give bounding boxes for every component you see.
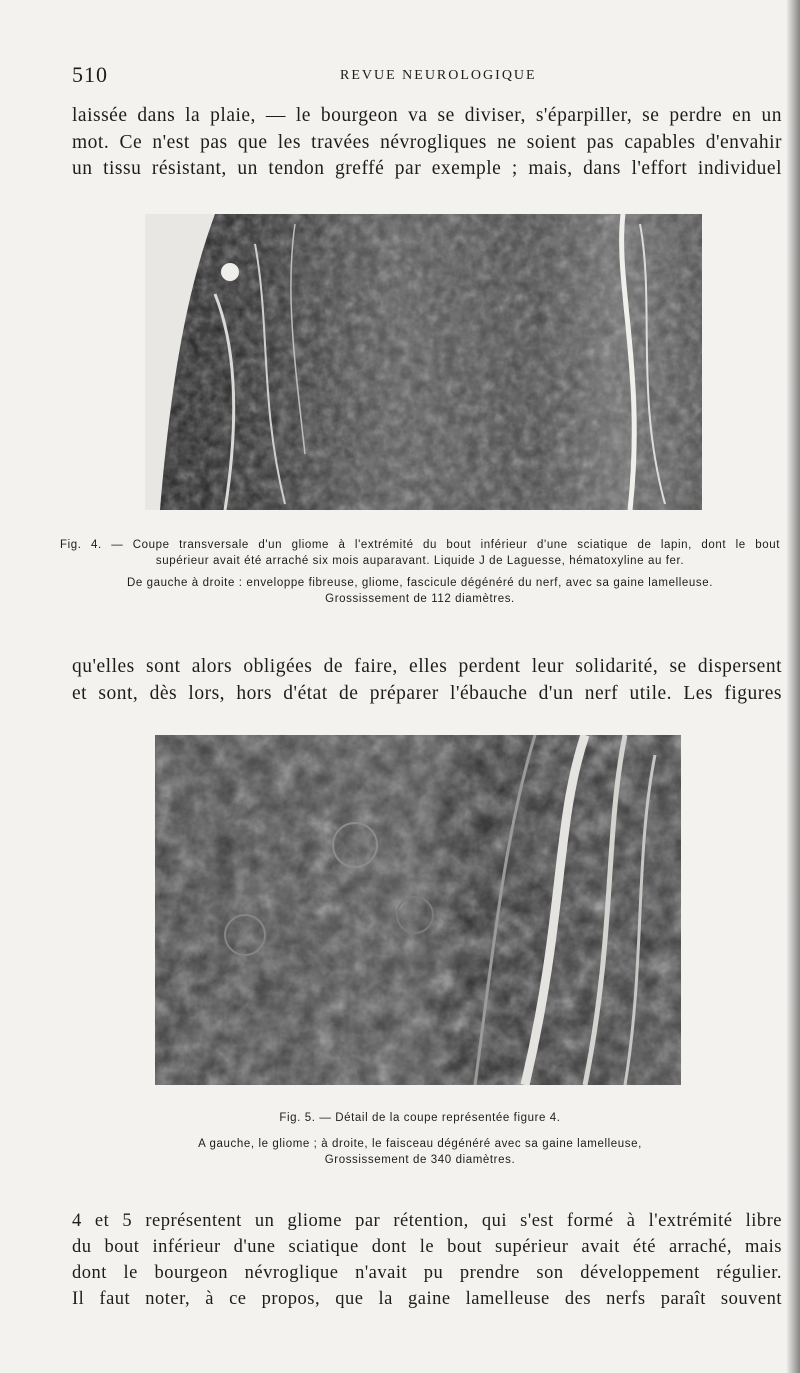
- figure-5-caption: [60, 1110, 780, 1168]
- text-line: mot. Ce n'est pas que les travées névrogliques ne soient pas capables d'envahir: [72, 131, 782, 153]
- text-line: 4 et 5 représentent un gliome par rétention, qui s'est formé à l'extrémité libre: [72, 1211, 782, 1231]
- text-line: laissée dans la plaie, — le bourgeon va se diviser, s'éparpiller, se perdre en un: [72, 105, 782, 126]
- text-line: Il faut noter, à ce propos, que la gaine lamelleuse des nerfs paraît souvent: [72, 1289, 782, 1309]
- body-paragraph-2: [72, 654, 782, 707]
- caption-line: supérieur avait été arraché six mois auparavant. Liquide J de Laguesse, hématoxyline au fer.: [155, 555, 685, 567]
- figure-5-micrograph: [155, 735, 681, 1085]
- text-line: et sont, dès lors, hors d'état de préparer l'ébauche d'un nerf utile. Les figures: [72, 682, 782, 704]
- figure-4-micrograph: [145, 214, 702, 510]
- page-number: 510: [72, 62, 108, 87]
- caption-line: Fig. 4. — Coupe transversale d'un gliome à l'extrémité du bout inférieur d'une sciatique de lapin, dont le bout: [60, 539, 780, 551]
- running-head: REVUE NEUROLOGIQUE: [340, 68, 537, 83]
- text-line: qu'elles sont alors obligées de faire, elles perdent leur solidarité, se dispersent: [72, 656, 782, 677]
- body-paragraph-3: [72, 1208, 782, 1312]
- text-line: du bout inférieur d'une sciatique dont le bout supérieur avait été arraché, mais: [72, 1237, 782, 1257]
- figure-4-caption: [60, 537, 780, 607]
- text-line: dont le bourgeon névroglique n'avait pu prendre son développement régulier.: [72, 1263, 782, 1283]
- text-line: un tissu résistant, un tendon greffé par exemple ; mais, dans l'effort individuel: [72, 158, 782, 179]
- caption-line: Fig. 5. — Détail de la coupe représentée figure 4.: [279, 1112, 561, 1124]
- caption-line: Grossissement de 112 diamètres.: [325, 593, 515, 605]
- page-edge-shadow: [786, 0, 800, 1373]
- caption-line: De gauche à droite : enveloppe fibreuse, gliome, fascicule dégénéré du nerf, avec sa gaine lamelleuse.: [126, 577, 714, 589]
- body-paragraph-1: [72, 103, 782, 183]
- caption-line: Grossissement de 340 diamètres.: [324, 1154, 516, 1166]
- page-header: [72, 60, 772, 90]
- caption-line: A gauche, le gliome ; à droite, le faisceau dégénéré avec sa gaine lamelleuse,: [198, 1138, 642, 1150]
